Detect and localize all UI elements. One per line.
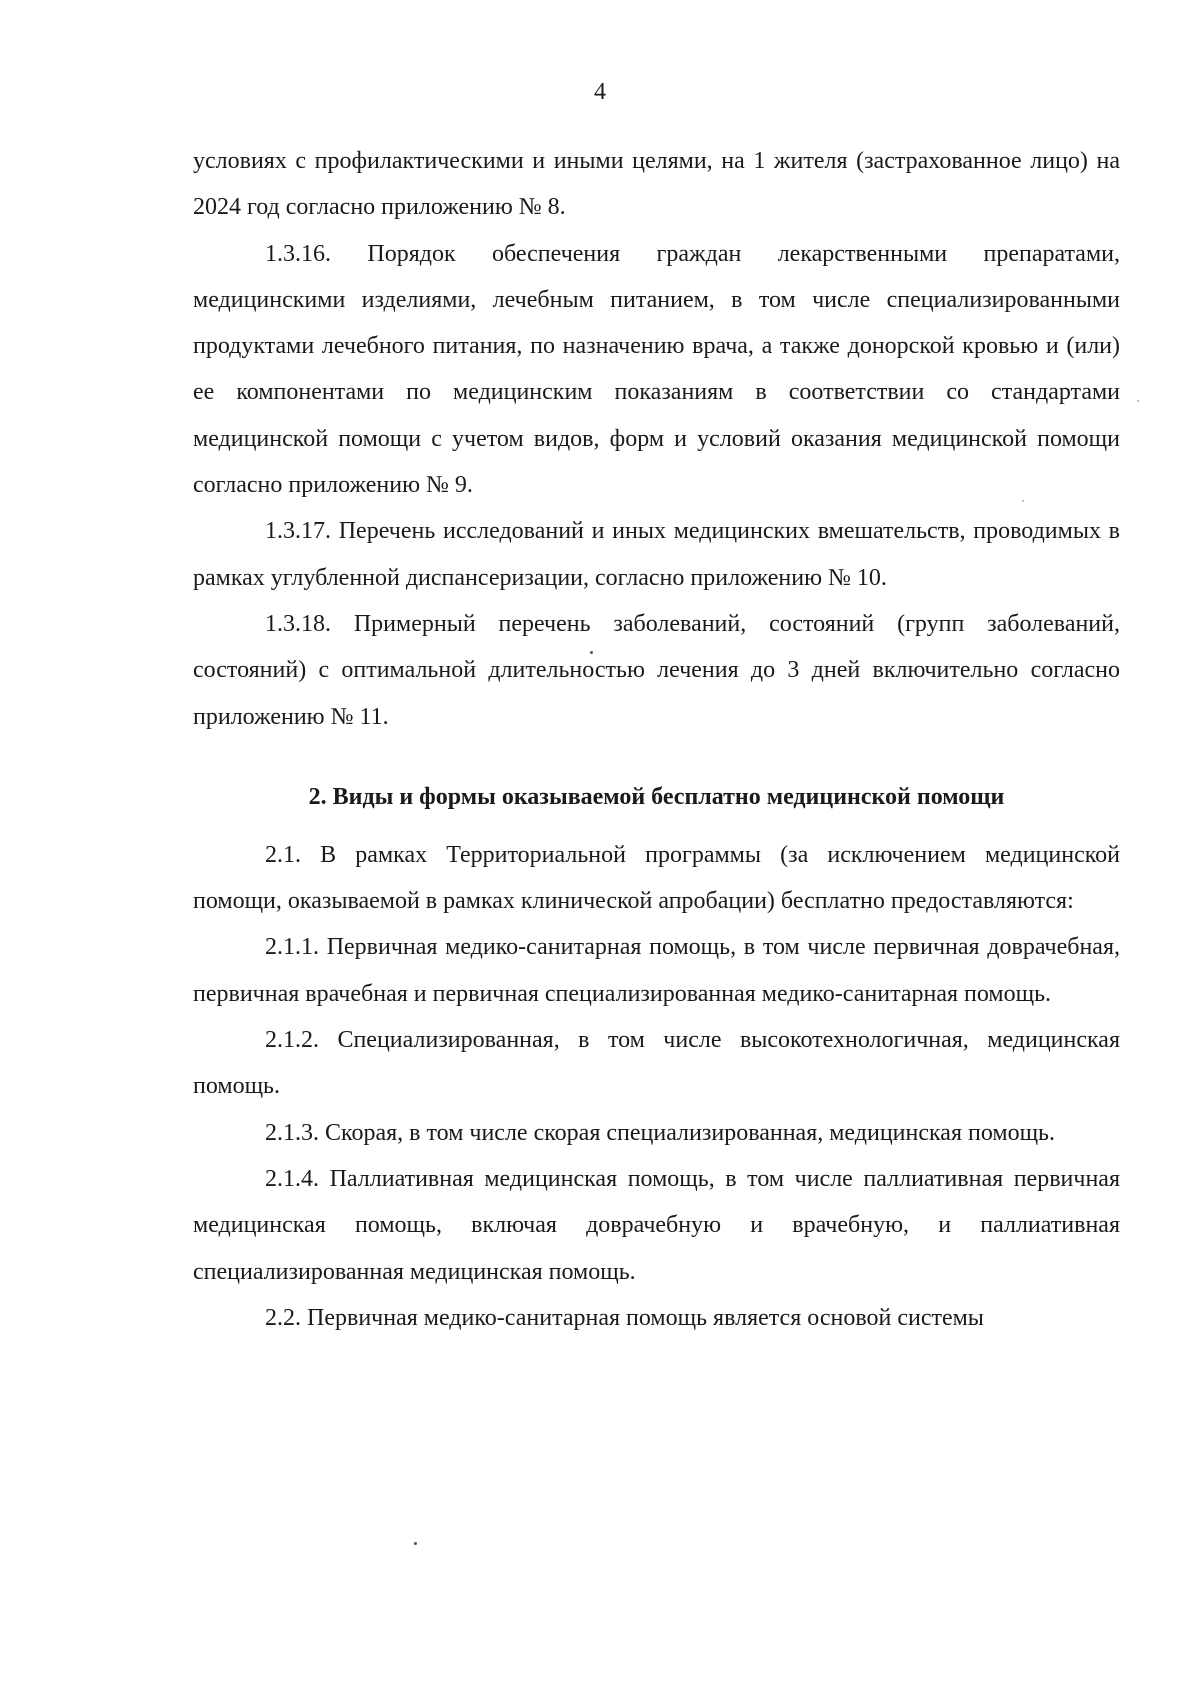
paragraph: 2.1. В рамках Территориальной программы (за исключением медицинской помощи, оказываемой в рамках клинической апробации) бесплатно предоставляются:: [193, 841, 1120, 915]
paragraph: 1.3.18. Примерный перечень заболеваний, состояний (групп заболеваний, состояний) с оптимальной длительностью лечения до 3 дней включительно согласно приложению № 11.: [193, 610, 1120, 730]
scan-speck: [1022, 500, 1024, 502]
paragraph: 1.3.17. Перечень исследований и иных медицинских вмешательств, проводимых в рамках углубленной диспансеризации, согласно приложению № 10.: [193, 518, 1120, 591]
scan-speck: [590, 651, 593, 654]
paragraph: 2.1.2. Специализированная, в том числе высокотехнологичная, медицинская помощь.: [193, 1027, 1120, 1100]
scan-speck: [1137, 400, 1139, 402]
paragraph: 2.1.3. Скорая, в том числе скорая специализированная, медицинская помощь.: [265, 1119, 1055, 1146]
paragraph: 2.1.4. Паллиативная медицинская помощь, в том числе паллиативная первичная медицинская помощь, включая доврачебную и врачебную, и паллиативная специализированная медицинская помощь.: [193, 1165, 1120, 1285]
scan-speck: [414, 1542, 417, 1545]
paragraph: 2.1.1. Первичная медико-санитарная помощь, в том числе первичная доврачебная, первичная врачебная и первичная специализированная медико-санитарная помощь.: [193, 934, 1120, 1007]
paragraph: 2.2. Первичная медико-санитарная помощь является основой системы: [265, 1304, 984, 1331]
paragraph: условиях с профилактическими и иными целями, на 1 жителя (застрахованное лицо) на 2024 год согласно приложению № 8.: [193, 148, 1120, 221]
paragraph: 1.3.16. Порядок обеспечения граждан лекарственными препаратами, медицинскими изделиями, лечебным питанием, в том числе специализированными продуктами лечебного питания, по назначению врача, а также донорской кровью и (или) ее компонентами по медицинским показаниям в соответствии со стандартами медицинской помощи с учетом видов, форм и условий оказания медицинской помощи согласно приложению № 9.: [193, 240, 1120, 499]
section-heading: 2. Виды и формы оказываемой бесплатно медицинской помощи: [308, 783, 1005, 810]
document-body: [193, 138, 1120, 1341]
page-number: 4: [594, 79, 606, 105]
